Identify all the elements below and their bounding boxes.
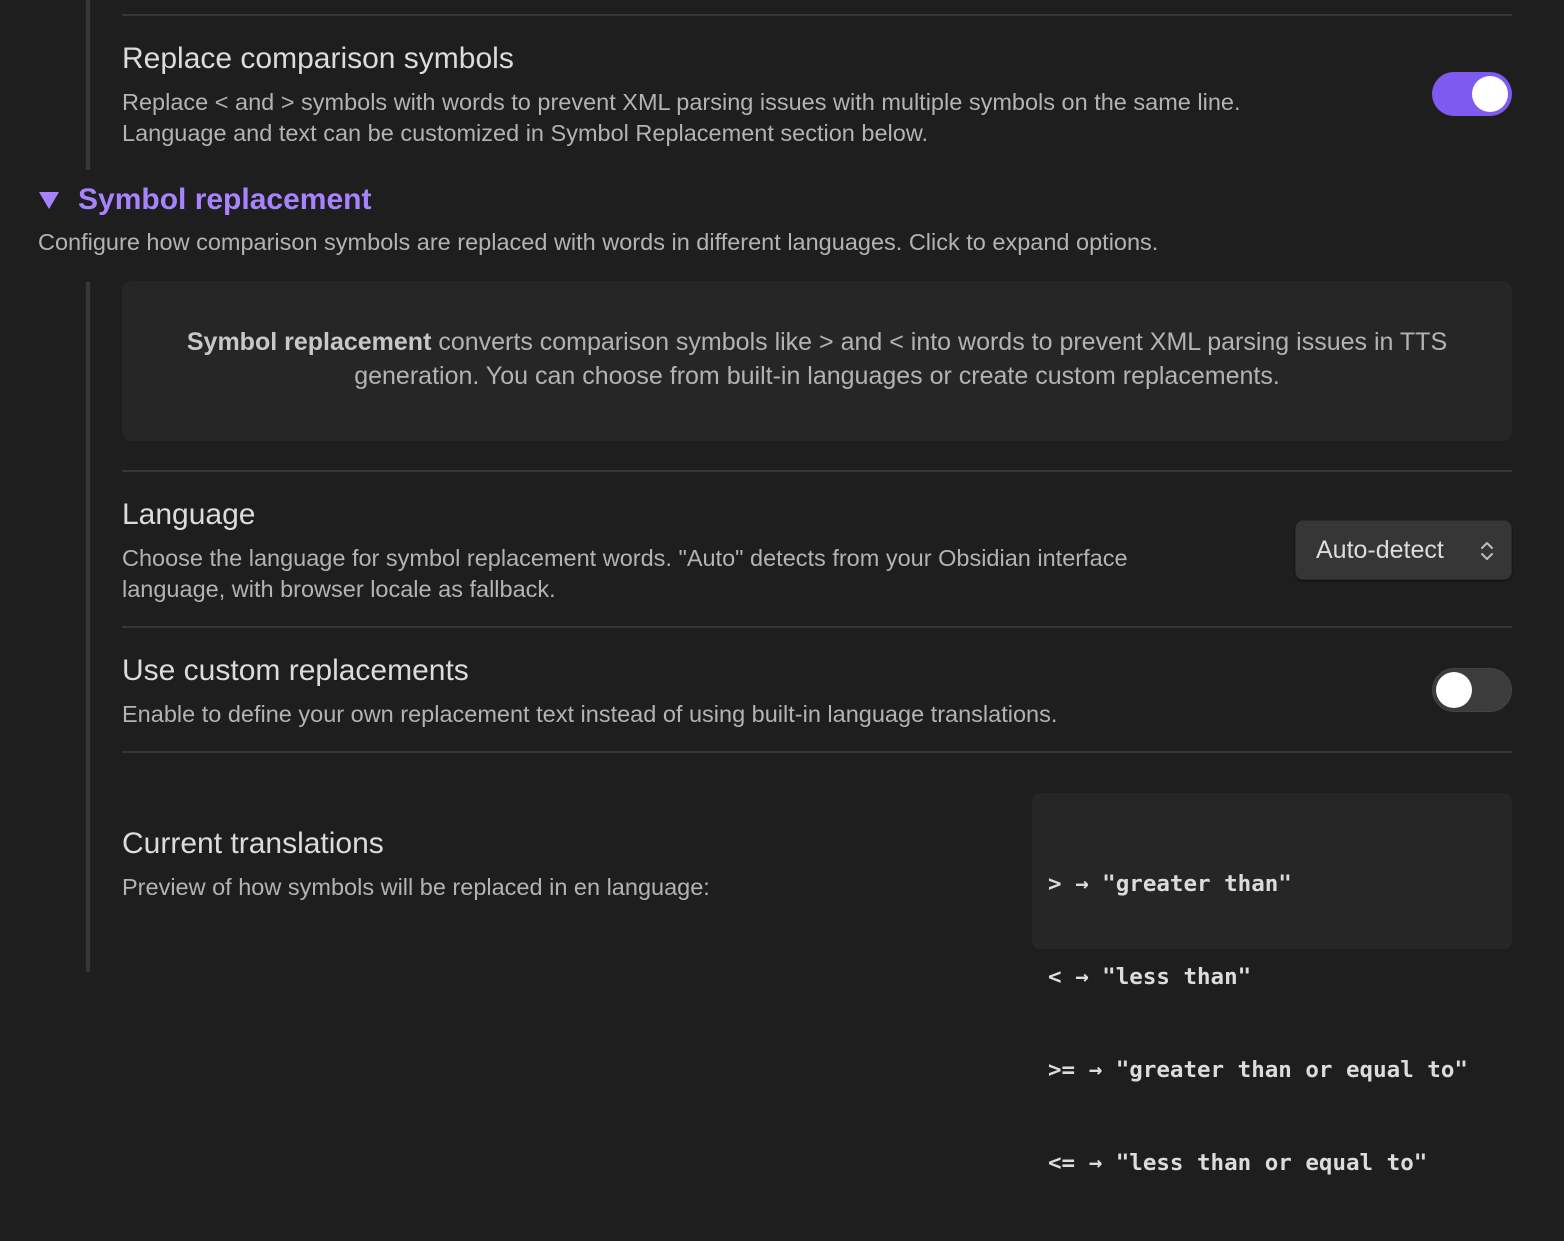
toggle-knob <box>1436 672 1472 708</box>
translation-line: <= → "less than or equal to" <box>1048 1150 1428 1176</box>
section-description: Configure how comparison symbols are replaced with words in different languages. Click to expand options. <box>38 229 1159 255</box>
divider-top <box>122 14 1512 16</box>
setting-description-line-2: Language and text can be customized in Symbol Replacement section below. <box>122 120 929 146</box>
replace-comparison-toggle[interactable] <box>1432 72 1512 116</box>
language-dropdown[interactable] <box>1295 520 1512 580</box>
setting-description: Preview of how symbols will be replaced in en language: <box>122 874 710 900</box>
indent-guide-top <box>86 0 90 170</box>
setting-description: Enable to define your own replacement text instead of using built-in language translations. <box>122 701 1058 727</box>
setting-title: Use custom replacements <box>122 654 469 687</box>
info-bold-text: Symbol replacement <box>186 328 432 356</box>
toggle-knob <box>1472 76 1508 112</box>
translations-preview-code <box>1032 793 1512 1176</box>
divider-translations <box>122 751 1512 753</box>
setting-description-line-1: Choose the language for symbol replacement words. "Auto" detects from your Obsidian interface <box>122 545 1128 571</box>
indent-guide-symbol-replacement <box>86 282 90 972</box>
translation-line: >= → "greater than or equal to" <box>1048 1057 1468 1083</box>
setting-title: Language <box>122 498 256 531</box>
chevron-up-down-icon <box>1479 539 1495 563</box>
divider-language <box>122 470 1512 472</box>
symbol-replacement-section-header[interactable] <box>38 180 371 220</box>
setting-description-line-1: Replace < and > symbols with words to prevent XML parsing issues with multiple symbols on the same line. <box>122 89 1241 115</box>
setting-title: Current translations <box>122 827 384 860</box>
translation-line: > → "greater than" <box>1048 871 1292 897</box>
setting-description-line-2: language, with browser locale as fallback. <box>122 576 556 602</box>
symbol-replacement-info-callout <box>122 281 1512 441</box>
info-text: converts comparison symbols like > and < into words to prevent XML parsing issues in TTS generation. You can choose from built-in languages or create custom replacements. <box>354 328 1448 390</box>
setting-title: Replace comparison symbols <box>122 42 514 75</box>
section-title: Symbol replacement <box>78 183 372 216</box>
language-dropdown-value: Auto-detect <box>1316 535 1444 564</box>
caret-down-icon[interactable] <box>38 189 60 211</box>
divider-custom <box>122 626 1512 628</box>
custom-replacements-toggle[interactable] <box>1432 668 1512 712</box>
translation-line: < → "less than" <box>1048 964 1252 990</box>
